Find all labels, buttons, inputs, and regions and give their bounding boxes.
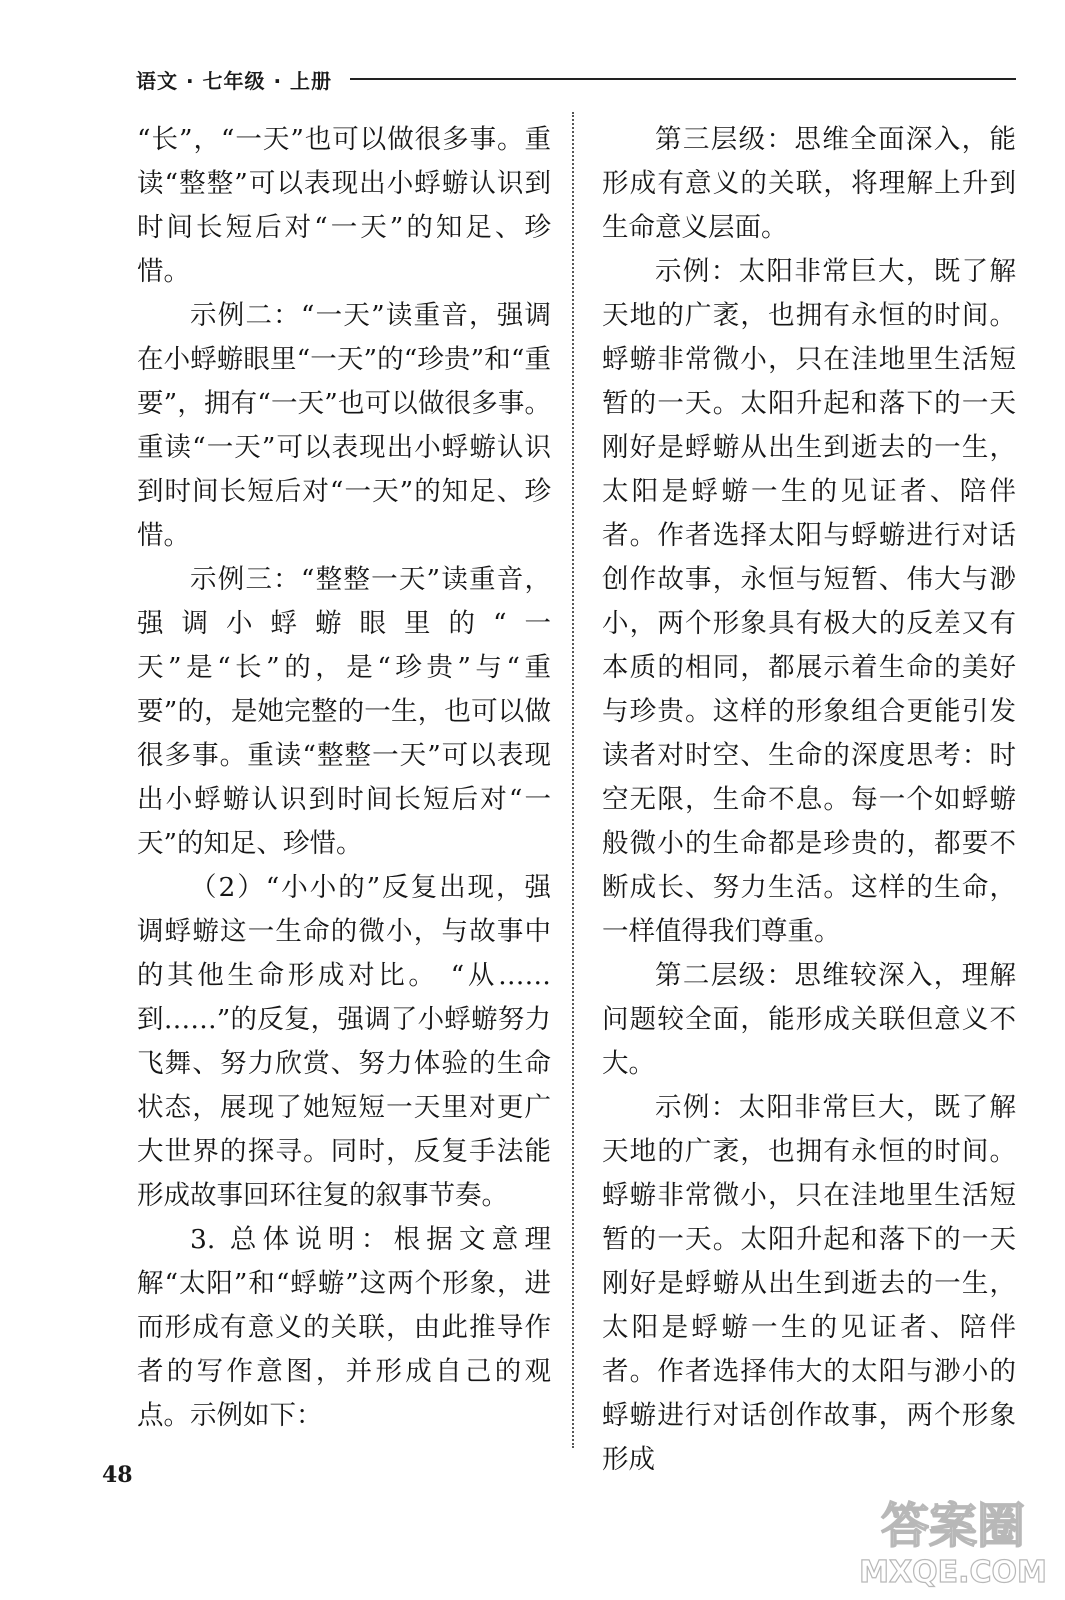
header-rule [350, 78, 1016, 80]
left-column [137, 118, 551, 1438]
page-number: 48 [102, 1462, 133, 1488]
left-paragraph-1: “长”，“一天”也可以做很多事。重读“整整”可以表现出小蜉蝣认识到时间长短后对“一天”的知足、珍惜。 [137, 124, 551, 287]
left-paragraph-2: 示例二：“一天”读重音，强调在小蜉蝣眼里“一天”的“珍贵”和“重要”，拥有“一天”也可以做很多事。重读“一天”可以表现出小蜉蝣认识到时间长短后对“一天”的知足、珍惜。 [137, 300, 551, 551]
left-paragraph-4: （2）“小小的”反复出现，强调蜉蝣这一生命的微小，与故事中的其他生命形成对比。 “从……到……”的反复，强调了小蜉蝣努力飞舞、努力欣赏、努力体验的生命状态，展现了她短短一天里对更广大世界的探寻。同时，反复手法能形成故事回环往复的叙事节奏。 [137, 872, 551, 1211]
right-paragraph-2: 示例：太阳非常巨大，既了解天地的广袤，也拥有永恒的时间。蜉蝣非常微小，只在洼地里生活短暂的一天。太阳升起和落下的一天刚好是蜉蝣从出生到逝去的一生，太阳是蜉蝣一生的见证者、陪伴者。作者选择太阳与蜉蝣进行对话创作故事，永恒与短暂、伟大与渺小，两个形象具有极大的反差又有本质的相同，都展示着生命的美好与珍贵。这样的形象组合更能引发读者对时空、生命的深度思考：时空无限，生命不息。每一个如蜉蝣般微小的生命都是珍贵的，都要不断成长、努力生活。这样的生命，一样值得我们尊重。 [602, 256, 1016, 947]
running-header-title: 语文 · 七年级 · 上册 [136, 68, 333, 93]
page-header [136, 62, 1016, 96]
right-paragraph-3: 第二层级：思维较深入，理解问题较全面，能形成关联但意义不大。 [602, 960, 1016, 1079]
watermark-text-bottom: MXQE.COM [859, 1555, 1047, 1590]
right-paragraph-4: 示例：太阳非常巨大，既了解天地的广袤，也拥有永恒的时间。蜉蝣非常微小，只在洼地里生活短暂的一天。太阳升起和落下的一天刚好是蜉蝣从出生到逝去的一生，太阳是蜉蝣一生的见证者、陪伴者。作者选择伟大的太阳与渺小的蜉蝣进行对话创作故事，两个形象形成 [602, 1092, 1016, 1475]
watermark-text-top: 答案圈 [880, 1498, 1026, 1554]
left-paragraph-3: 示例三：“整整一天”读重音，强调小蜉蝣眼里的“一天”是“长”的，是“珍贵”与“重要”的，是她完整的一生，也可以做很多事。重读“整整一天”可以表现出小蜉蝣认识到时间长短后对“一天”的知足、珍惜。 [137, 564, 551, 859]
right-paragraph-1: 第三层级：思维全面深入，能形成有意义的关联，将理解上升到生命意义层面。 [602, 124, 1016, 243]
right-column [602, 118, 1016, 1482]
watermark-logo [858, 1490, 1048, 1590]
left-paragraph-5: 3. 总体说明：根据文意理解“太阳”和“蜉蝣”这两个形象，进而形成有意义的关联，由此推导作者的写作意图，并形成自己的观点。示例如下： [137, 1224, 551, 1431]
column-divider [572, 112, 574, 1448]
